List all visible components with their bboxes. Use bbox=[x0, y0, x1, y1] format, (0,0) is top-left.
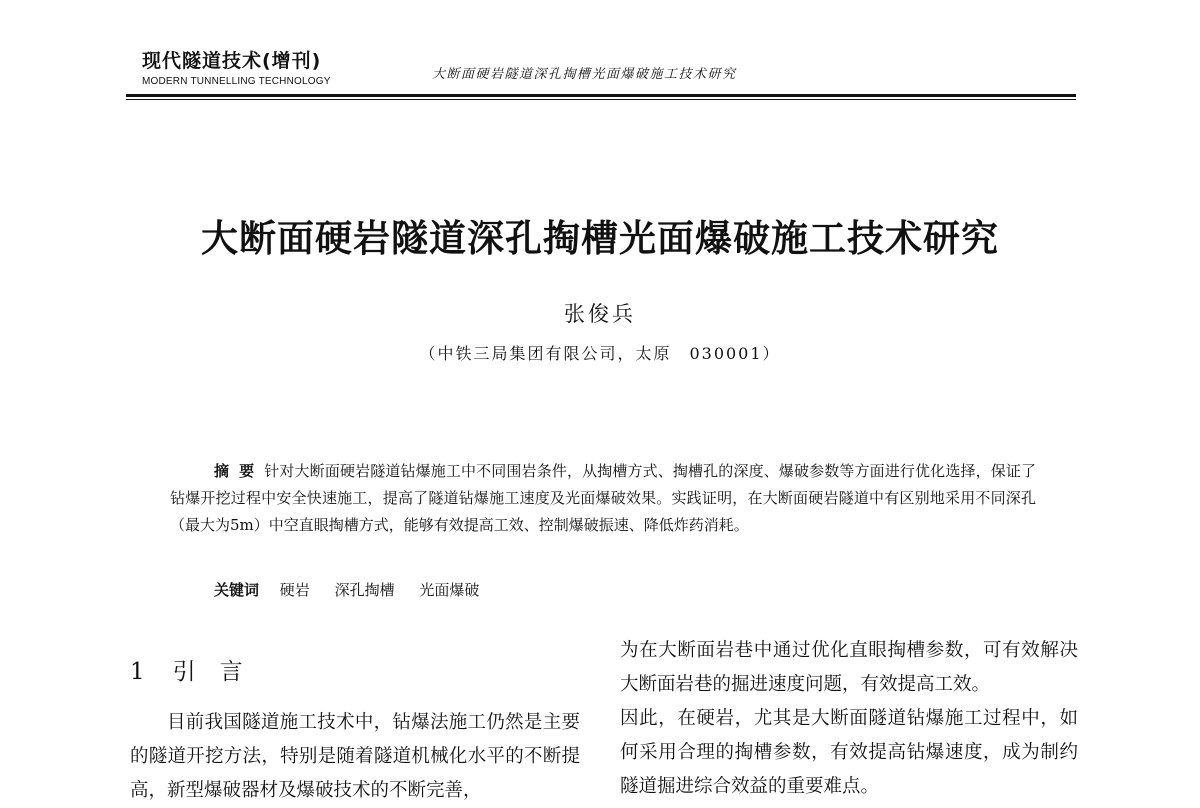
journal-name: 现代隧道技术(增刊) bbox=[142, 50, 322, 72]
keyword-item: 硬岩 bbox=[279, 581, 310, 599]
author-name: 张俊兵 bbox=[564, 302, 636, 326]
keyword-item: 深孔掏槽 bbox=[334, 581, 395, 599]
running-title: 大断面硬岩隧道深孔掏槽光面爆破施工技术研究 bbox=[432, 67, 737, 82]
section-title: 引言 bbox=[172, 659, 267, 685]
section-heading bbox=[130, 653, 267, 686]
body-column-right bbox=[620, 634, 1078, 804]
abstract-label: 摘要 bbox=[214, 462, 265, 480]
author-affiliation: （中铁三局集团有限公司，太原 030001） bbox=[419, 344, 781, 363]
journal-name-english: MODERN TUNNELLING TECHNOLOGY bbox=[142, 76, 331, 87]
header-rule-thin bbox=[126, 99, 1076, 100]
body-paragraph: 因此，在硬岩，尤其是大断面隧道钻爆施工过程中，如何采用合理的掏槽参数，有效提高钻爆速度，成为制约隧道掘进综合效益的重要难点。 bbox=[620, 708, 1078, 797]
keyword-item: 光面爆破 bbox=[419, 581, 480, 599]
body-paragraph: 目前我国隧道施工技术中，钻爆法施工仍然是主要的隧道开挖方法，特别是随着隧道机械化水平的不断提高，新型爆破器材及爆破技术的不断完善， bbox=[130, 712, 580, 801]
keywords-label: 关键词 bbox=[214, 581, 260, 599]
body-column-left bbox=[130, 706, 580, 808]
paper-title: 大断面硬岩隧道深孔掏槽光面爆破施工技术研究 bbox=[201, 217, 999, 260]
abstract-text: 针对大断面硬岩隧道钻爆施工中不同围岩条件，从掏槽方式、掏槽孔的深度、爆破参数等方面进行优化选择，保证了钻爆开挖过程中安全快速施工，提高了隧道钻爆施工速度及光面爆破效果。实践证明，在大断面硬岩隧道中有区别地采用不同深孔（最大为5m）中空直眼掏槽方式，能够有效提高工效、控制爆破振速、降低炸药消耗。 bbox=[170, 462, 1036, 534]
abstract bbox=[170, 458, 1036, 539]
keywords bbox=[214, 579, 499, 600]
section-number: 1 bbox=[130, 659, 147, 685]
body-paragraph: 为在大断面岩巷中通过优化直眼掏槽参数，可有效解决大断面岩巷的掘进速度问题，有效提高工效。 bbox=[620, 640, 1078, 695]
header-rule bbox=[126, 94, 1076, 97]
